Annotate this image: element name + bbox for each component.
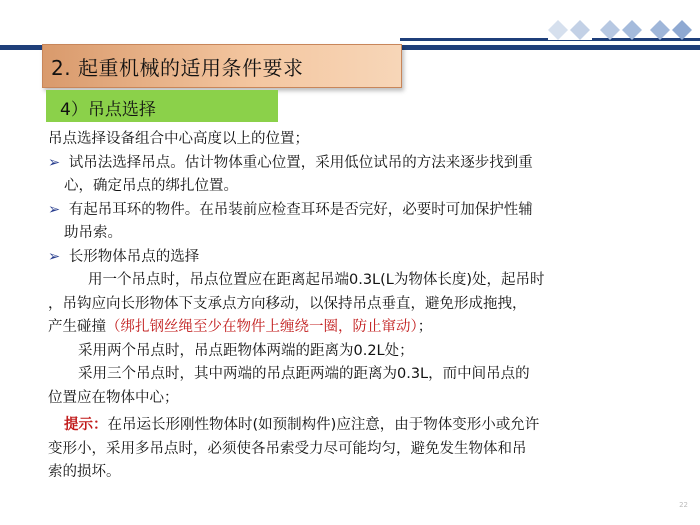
page-title: 2. 起重机械的适用条件要求 (51, 56, 304, 80)
slide-content (48, 128, 654, 485)
hint-line1: 提示：在吊运长形刚性物体时(如预制构件)应注意，由于物体变形小或允许 (64, 417, 540, 433)
arrow-bullet-icon: ➢ (48, 248, 61, 265)
bullet-item-trial-lift-cont: 心，确定吊点的绑扎位置。 (64, 178, 238, 194)
para-three-points-line1: 采用三个吊点时，其中两端的吊点距两端的距离为0.3L，而中间吊点的 (78, 366, 530, 382)
header-pattern-icon (600, 20, 644, 40)
subtitle-banner (46, 90, 278, 122)
hint-line2: 变形小，采用多吊点时，必须使各吊索受力尽可能均匀，避免发生物体和吊 (48, 440, 527, 457)
para-three-points-line2: 位置应在物体中心； (48, 389, 179, 406)
section-subtitle: 4）吊点选择 (60, 100, 156, 120)
bullet-item-lifting-lug: ➢ 有起吊耳环的物件。在吊装前应检查耳环是否完好，必要时可加保护性辅 (48, 201, 533, 218)
arrow-bullet-icon: ➢ (48, 154, 61, 171)
hint-label: 提示： (64, 417, 108, 433)
bullet-item-long-object: ➢ 长形物体吊点的选择 (48, 248, 200, 265)
hint-line3: 索的损坏。 (48, 464, 121, 480)
para-two-points: 采用两个吊点时，吊点距物体两端的距离为0.2L处； (78, 342, 414, 359)
title-banner (42, 44, 402, 88)
header-pattern-icon (650, 20, 694, 40)
bullet-item-lifting-lug-cont: 助吊索。 (64, 225, 122, 241)
arrow-bullet-icon: ➢ (48, 201, 61, 218)
red-note: （绑扎钢丝绳至少在物件上缠绕一圈，防止窜动） (106, 319, 418, 335)
para-one-point-line1: 用一个吊点时，吊点位置应在距离起吊端0.3L(L为物体长度)处，起吊时 (88, 272, 545, 288)
intro-text: 吊点选择设备组合中心高度以上的位置； (48, 131, 309, 147)
page-number: 22 (679, 501, 688, 509)
para-one-point-line3: 产生碰撞（绑扎钢丝绳至少在物件上缠绕一圈，防止窜动）； (48, 319, 433, 335)
para-one-point-line2: ，吊钩应向长形物体下支承点方向移动，以保持吊点垂直，避免形成拖拽， (48, 295, 527, 312)
bullet-item-trial-lift: ➢ 试吊法选择吊点。估计物体重心位置，采用低位试吊的方法来逐步找到重 (48, 154, 533, 171)
header-pattern-icon (548, 20, 592, 40)
header-decoration (0, 0, 700, 38)
